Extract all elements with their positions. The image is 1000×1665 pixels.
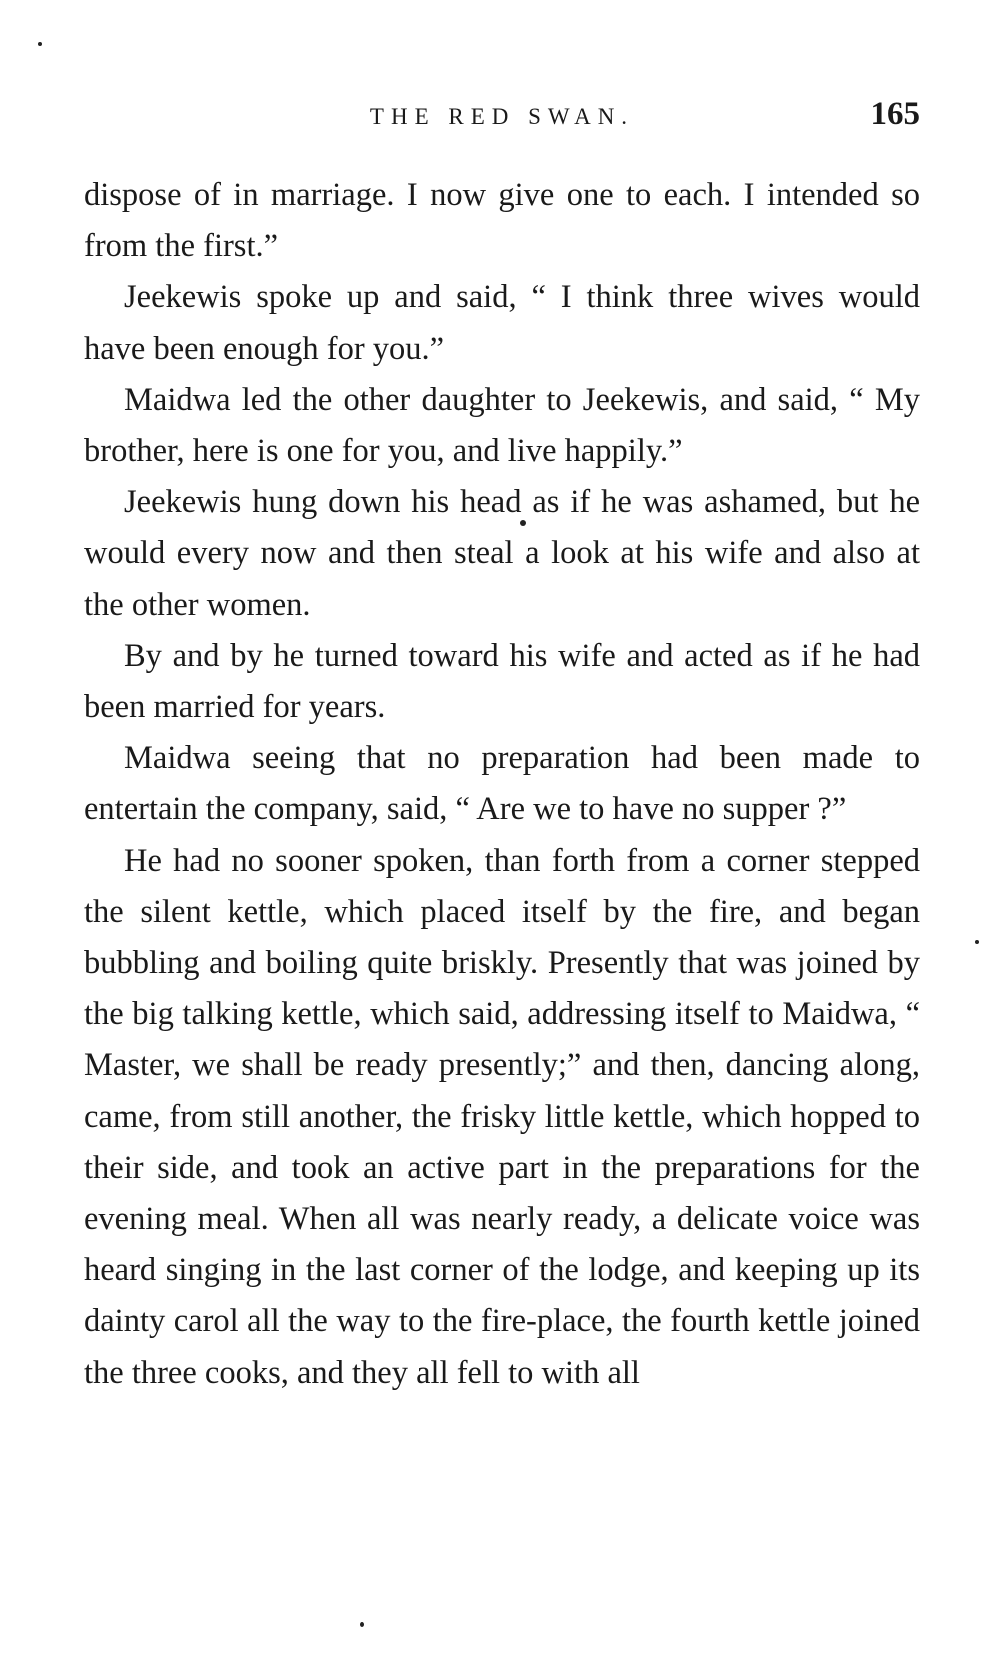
scan-speck: [520, 520, 526, 526]
scan-speck: [360, 1622, 364, 1627]
scan-speck: [975, 940, 979, 944]
body-text: [84, 170, 920, 1399]
paragraph-3: Maidwa led the other daughter to Jeekewis, and said, “ My brother, here is one for you, and live happily.”: [84, 381, 920, 470]
paragraph-6: Maidwa seeing that no preparation had been made to entertain the company, said, “ Are we to have no supper ?”: [84, 740, 920, 828]
running-title: THE RED SWAN.: [369, 104, 635, 129]
paragraph-5: By and by he turned toward his wife and acted as if he had been married for years.: [84, 637, 920, 726]
scan-speck: [38, 42, 42, 46]
paragraph-4: Jeekewis hung down his head as if he was ashamed, but he would every now and then steal a look at his wife and also at the other women.: [84, 484, 920, 623]
page-number: 165: [870, 96, 920, 132]
paragraph-7: He had no sooner spoken, than forth from a corner stepped the silent kettle, which placed itself by the fire, and began bubbling and boiling quite briskly. Presently that was joined by the big talking kettle, which said, addressing itself to Maidwa, “ Master, we shall be ready presently;” and then, dancing along, came, from still another, the frisky little kettle, which hopped to their side, and took an active part in the preparations for the evening meal. When all was nearly ready, a delicate voice was heard singing in the last corner of the lodge, and keeping up its dainty carol all the way to the fire-place, the fourth kettle joined the three cooks, and they all fell to with all: [84, 842, 920, 1391]
paragraph-1: dispose of in marriage. I now give one to each. I intended so from the first.”: [84, 177, 920, 265]
running-head: [84, 96, 920, 140]
paragraph-2: Jeekewis spoke up and said, “ I think three wives would have been enough for you.”: [84, 279, 920, 367]
